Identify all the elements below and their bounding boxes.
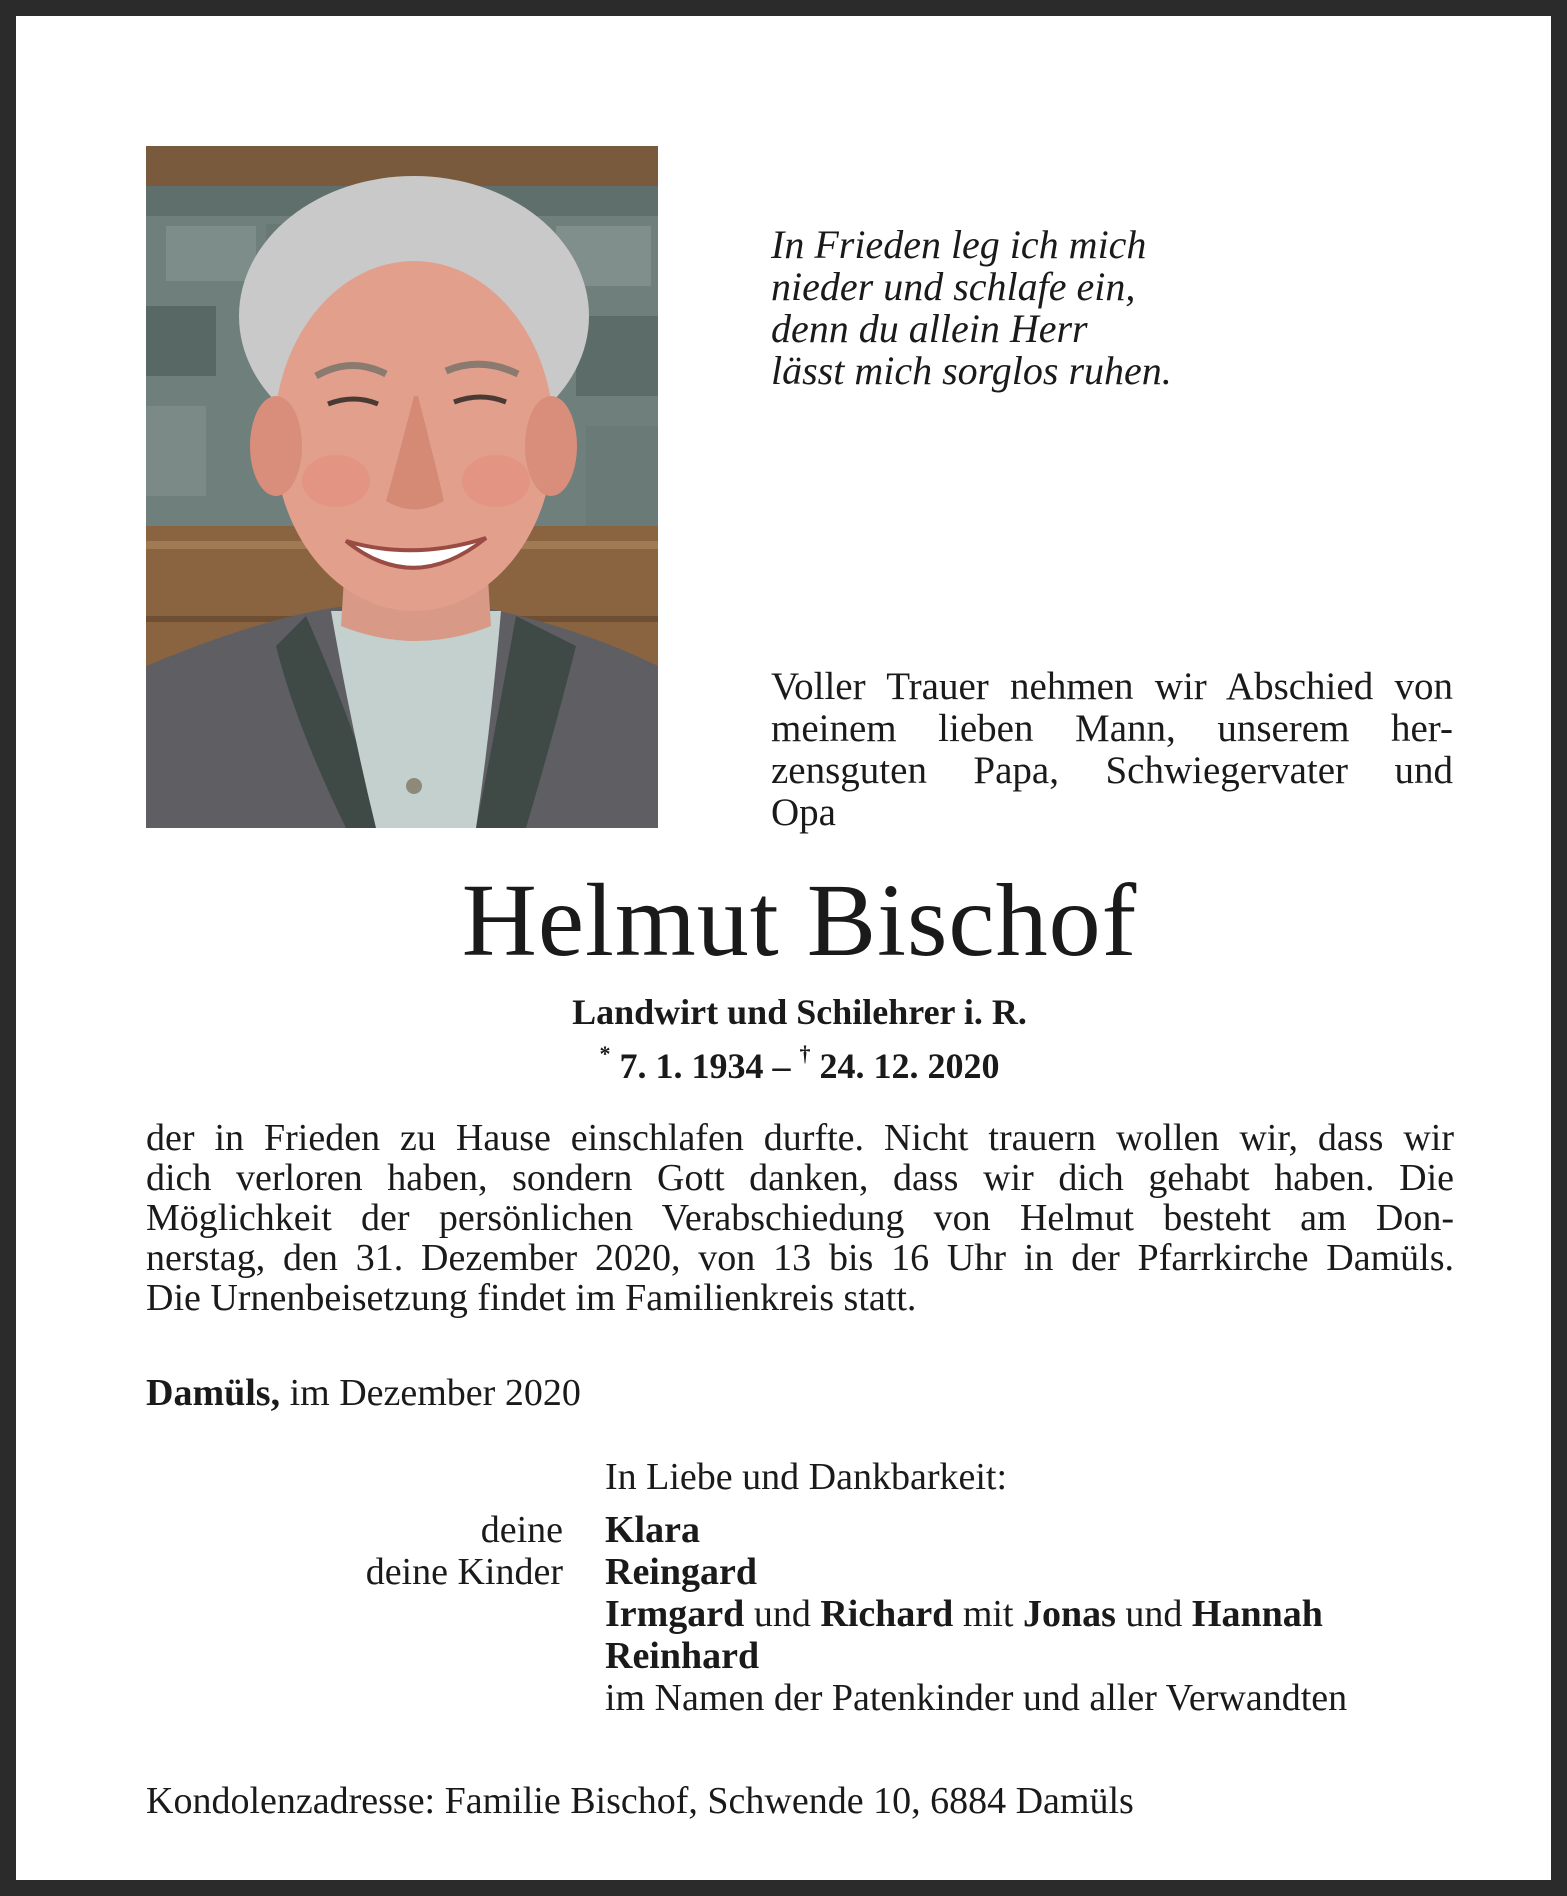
body-line: dich verloren haben, sondern Gott danken, dass wir dich gehabt haben. Die xyxy=(146,1157,1454,1199)
intro-line: Opa xyxy=(771,791,836,834)
portrait-illustration xyxy=(146,146,658,828)
name-irmgard: Irmgard xyxy=(605,1593,745,1635)
life-dates xyxy=(16,1036,1567,1088)
body-line: Die Urnenbeisetzung findet im Familienkreis statt. xyxy=(146,1277,917,1319)
signature-closing: im Namen der Patenkinder und aller Verwandten xyxy=(605,1677,1348,1719)
conjunction: und xyxy=(753,1593,811,1635)
portrait-photo xyxy=(146,146,658,828)
wife-name xyxy=(605,1509,700,1551)
name-hannah: Hannah xyxy=(1191,1593,1323,1635)
birth-symbol: * xyxy=(599,1041,611,1066)
child-2-family xyxy=(605,1593,1323,1635)
intro-paragraph xyxy=(771,666,1453,834)
body-line: der in Frieden zu Hause einschlafen durfte. Nicht trauern wollen wir, dass wir xyxy=(146,1117,1454,1159)
date-dash: – xyxy=(772,1046,791,1086)
name-jonas: Jonas xyxy=(1023,1593,1116,1635)
deceased-name: Helmut Bischof xyxy=(461,863,1138,978)
verse-line: denn du allein Herr xyxy=(771,306,1088,351)
intro-line: Voller Trauer nehmen wir Abschied von xyxy=(771,665,1453,708)
child-1 xyxy=(605,1551,757,1593)
conjunction: mit xyxy=(962,1593,1014,1635)
name-richard: Richard xyxy=(820,1593,954,1635)
name-reinhard: Reinhard xyxy=(605,1635,760,1677)
conjunction: und xyxy=(1125,1593,1183,1635)
name-reingard: Reingard xyxy=(605,1551,757,1593)
verse-line: nieder und schlafe ein, xyxy=(771,264,1136,309)
intro-line: zensguten Papa, Schwiegervater und xyxy=(771,749,1453,792)
death-symbol: † xyxy=(799,1041,811,1066)
signature-heading: In Liebe und Dankbarkeit: xyxy=(605,1456,1008,1498)
deceased-profession: Landwirt und Schilehrer i. R. xyxy=(572,992,1027,1032)
wife-label: deine xyxy=(480,1509,563,1551)
condolence-address: Kondolenzadresse: Familie Bischof, Schwende 10, 6884 Damüls xyxy=(146,1780,1134,1822)
intro-line: meinem lieben Mann, unserem her- xyxy=(771,707,1453,750)
place: Damüls, xyxy=(146,1372,281,1414)
body-line: Möglichkeit der persönlichen Verabschiedung von Helmut besteht am Don- xyxy=(146,1197,1454,1239)
birth-date: 7. 1. 1934 xyxy=(619,1046,764,1086)
verse xyxy=(771,224,1471,392)
body-line: nerstag, den 31. Dezember 2020, von 13 bis 16 Uhr in der Pfarrkirche Damüls. xyxy=(146,1237,1454,1279)
name-klara: Klara xyxy=(605,1509,700,1551)
date: im Dezember 2020 xyxy=(289,1372,581,1414)
children-label: deine Kinder xyxy=(365,1551,563,1593)
verse-line: In Frieden leg ich mich xyxy=(771,222,1147,267)
death-date: 24. 12. 2020 xyxy=(819,1046,1000,1086)
announcement-text xyxy=(146,1118,1454,1318)
verse-line: lässt mich sorglos ruhen. xyxy=(771,348,1172,393)
child-3 xyxy=(605,1635,759,1677)
place-date xyxy=(146,1371,581,1415)
